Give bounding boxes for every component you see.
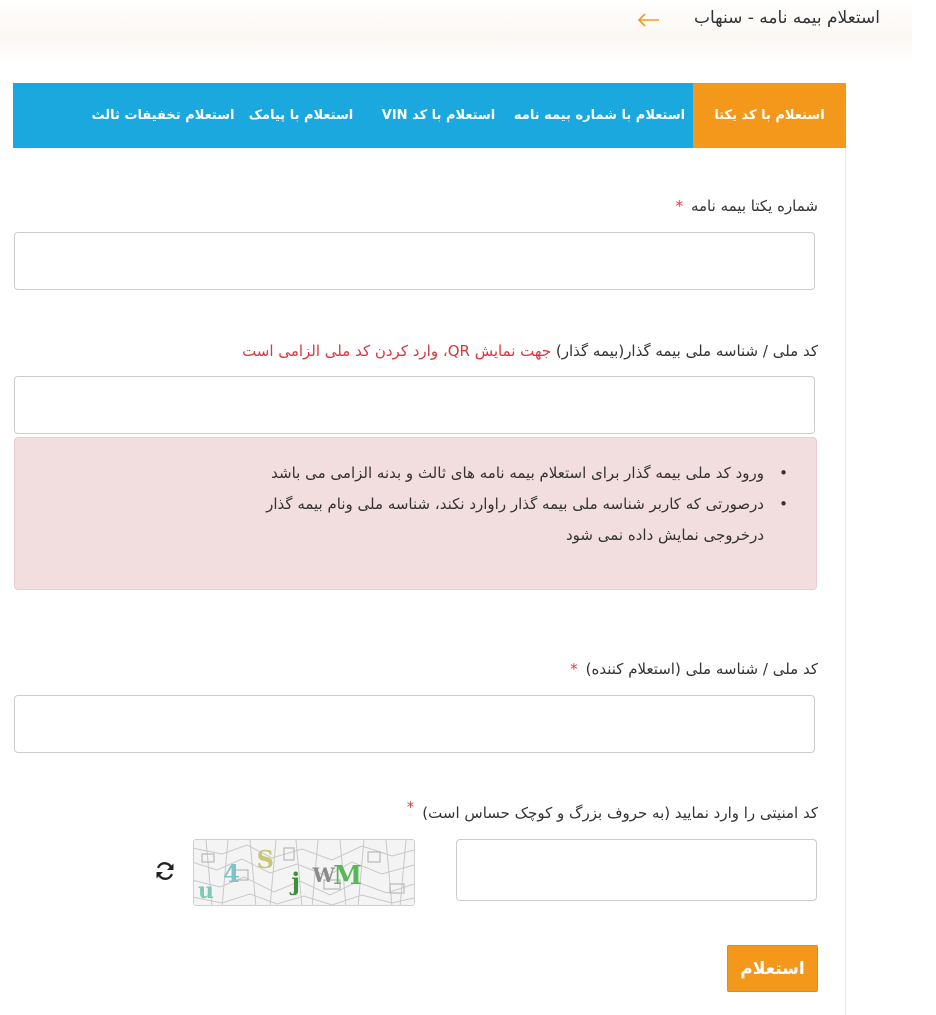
tab-unique-code[interactable]: استعلام با کد یکتا xyxy=(693,83,846,148)
unique-code-input[interactable] xyxy=(14,232,815,290)
captcha-char: j xyxy=(291,867,300,896)
captcha-image-graphic xyxy=(193,840,414,906)
panel-border xyxy=(845,148,846,1015)
required-mark: * xyxy=(675,197,683,215)
insurer-national-id-label xyxy=(242,342,818,360)
arrow-left-icon[interactable] xyxy=(636,9,662,31)
qr-requirement-note: جهت نمایش QR، وارد کردن کد ملی الزامی است xyxy=(242,342,552,360)
captcha-input[interactable] xyxy=(456,839,817,901)
info-alert xyxy=(14,437,817,590)
tab-policy-number[interactable]: استعلام با شماره بیمه نامه xyxy=(513,108,686,123)
captcha-label xyxy=(406,798,818,822)
captcha-char: W xyxy=(312,863,335,887)
alert-item-line: درصورتی که کاربر شناسه ملی بیمه گذار راوارد نکند، شناسه ملی ونام بیمه گذار xyxy=(266,495,764,513)
unique-code-label-text: شماره یکتا بیمه نامه xyxy=(690,197,818,215)
captcha-char: S xyxy=(256,845,274,874)
alert-item xyxy=(64,489,788,551)
page-header xyxy=(0,0,912,62)
arrow-left-icon-glyph xyxy=(637,13,661,27)
required-mark: * xyxy=(570,660,578,678)
tab-sms[interactable]: استعلام با پیامک xyxy=(248,108,354,123)
bullet-icon: • xyxy=(779,495,788,513)
alert-item-line: درخروجی نمایش داده نمی شود xyxy=(565,526,764,544)
captcha-char: 4 xyxy=(223,859,240,888)
required-mark: * xyxy=(406,798,415,816)
captcha-char: M xyxy=(333,861,362,891)
requester-national-id-label xyxy=(570,660,818,678)
captcha-label-text: کد امنیتی را وارد نمایید (به حروف بزرگ و کوچک حساس است) xyxy=(422,804,818,822)
alert-item xyxy=(64,458,788,489)
insurer-national-id-label-text: کد ملی / شناسه ملی بیمه گذار(بیمه گذار) xyxy=(555,342,818,360)
alert-list xyxy=(64,458,788,551)
tab-bar xyxy=(13,83,846,148)
submit-button[interactable]: استعلام xyxy=(727,945,818,992)
requester-national-id-input[interactable] xyxy=(14,695,815,753)
unique-code-label xyxy=(675,197,818,215)
requester-national-id-label-text: کد ملی / شناسه ملی (استعلام کننده) xyxy=(585,660,818,678)
page-title: استعلام بیمه نامه - سنهاب xyxy=(693,8,880,28)
tab-vin-code[interactable]: استعلام با کد VIN xyxy=(381,108,496,123)
tab-third-party-discounts[interactable]: استعلام تخفیفات ثالث xyxy=(91,108,235,123)
insurer-national-id-input[interactable] xyxy=(14,376,815,434)
alert-item-line: ورود کد ملی بیمه گذار برای استعلام بیمه نامه های ثالث و بدنه الزامی می باشد xyxy=(271,464,764,482)
captcha-image xyxy=(193,839,415,906)
captcha-char: u xyxy=(198,878,214,904)
refresh-icon-glyph xyxy=(154,860,176,882)
refresh-icon[interactable] xyxy=(151,857,179,885)
bullet-icon: • xyxy=(779,464,788,482)
